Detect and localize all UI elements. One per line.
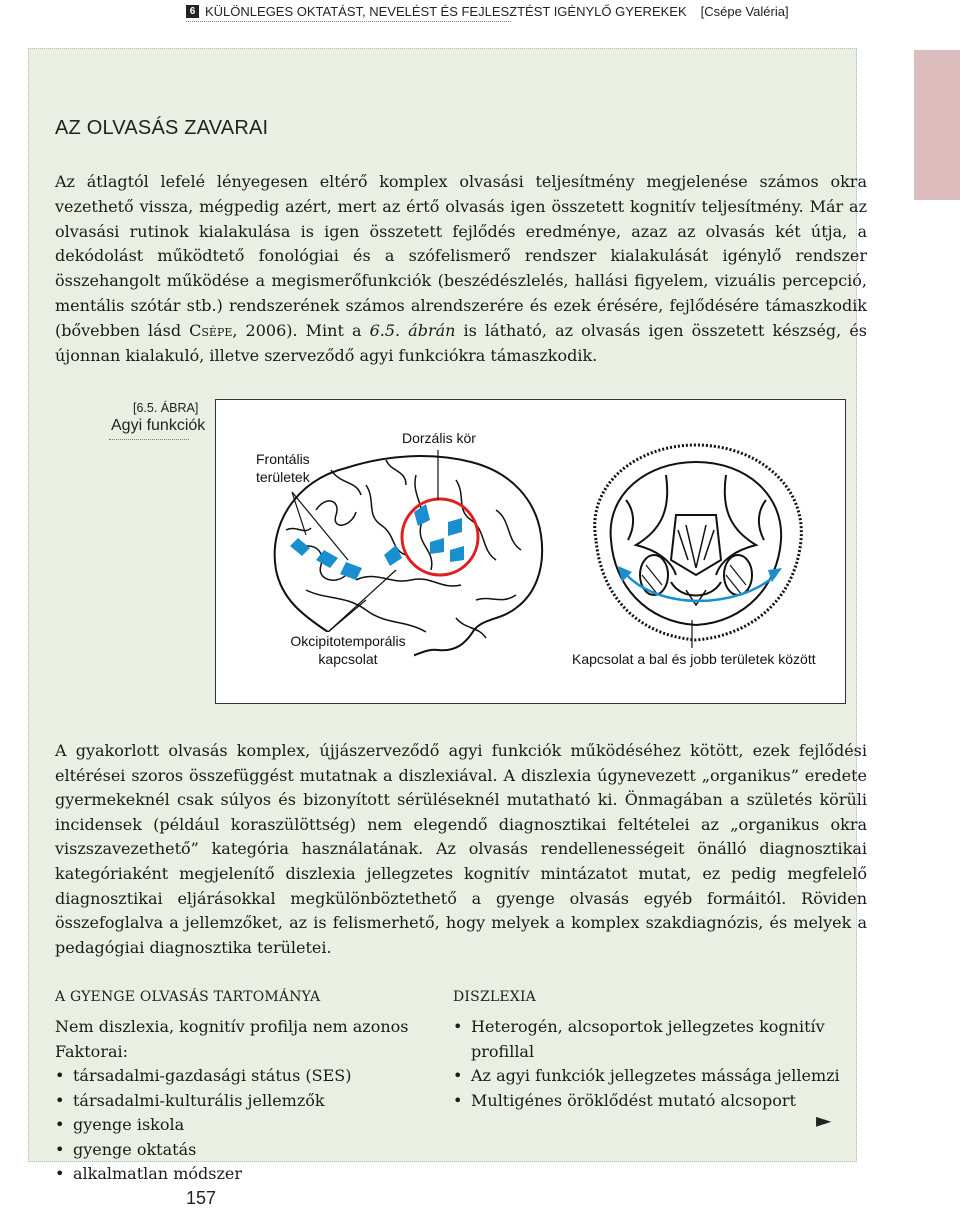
left-column-line: Nem diszlexia, kognitív profilja nem azonos xyxy=(55,1017,409,1036)
label-frontal: Frontális területek xyxy=(256,451,310,485)
citation: Csépe xyxy=(189,320,233,340)
figure-label: [6.5. ÁBRA] xyxy=(133,401,199,415)
dorsal-circle xyxy=(402,499,478,575)
list-item: • Az agyi funkciók jellegzetes mássága jellemzi xyxy=(453,1064,853,1089)
left-column-line: Faktorai: xyxy=(55,1041,129,1061)
label-dorsal: Dorzális kör xyxy=(402,430,476,446)
factor-list xyxy=(55,1064,435,1187)
list-item: • alkalmatlan módszer xyxy=(55,1162,435,1187)
list-item: • társadalmi-gazdasági státus (SES) xyxy=(55,1064,435,1089)
list-item: • gyenge oktatás xyxy=(55,1138,435,1163)
section-title: AZ OLVASÁS ZAVARAI xyxy=(55,117,269,139)
content-box xyxy=(28,48,868,1183)
chapter-title: KÜLÖNLEGES OKTATÁST, NEVELÉST ÉS FEJLESZTÉST IGÉNYLŐ GYEREKEK xyxy=(205,3,687,19)
paragraph-intro: Az átlagtól lefelé lényegesen eltérő komplex olvasási teljesítmény megjelenése számos okra vezethető vissza, mégpedig azért, mert az értő olvasás igen összetett kognitív teljesítmény. Már az olvasási rutinok kialakulása is igen összetett fejlődés eredménye, azaz az olvasás két útja, a dekódolást működtető fonológiai és a szófelismerő rendszer kialakulását igénylő rendszer összehangolt működése a megismerőfunkciók (beszédészlelés, hallási figyelem, vizuális percepció, mentális szótár stb.) rendszerének számos alrendszerére és ezek érésére, fejlődésére támaszkodik (bővebben lásd Csépe, 2006). Mint a 6.5. ábrán is látható, az olvasás igen összetett készség, és újonnan kialakuló, illetve szerveződő agyi funkciókra támaszkodik. xyxy=(55,172,868,365)
page-number: 157 xyxy=(186,1188,217,1208)
dyslexia-list xyxy=(453,1015,853,1113)
figure-title: Agyi funkciók xyxy=(111,417,206,434)
label-occipitotemporal: Okcipitotemporális kapcsolat xyxy=(282,632,414,668)
author: [Csépe Valéria] xyxy=(700,3,789,19)
figure-title-rule xyxy=(109,439,189,440)
list-item: • társadalmi-kulturális jellemzők xyxy=(55,1089,435,1114)
brain-coronal-section xyxy=(595,445,802,640)
list-item: • gyenge iskola xyxy=(55,1113,435,1138)
next-page-arrow[interactable]: ► xyxy=(816,1108,832,1132)
left-column-title: A GYENGE OLVASÁS TARTOMÁNYA xyxy=(55,989,321,1005)
running-header xyxy=(186,0,789,22)
label-connection: Kapcsolat a bal és jobb területek között xyxy=(572,651,816,667)
list-item: • Multigénes öröklődést mutató alcsoport xyxy=(453,1089,853,1114)
left-column xyxy=(55,1015,435,1187)
figure-reference: 6.5. ábrán xyxy=(369,320,456,340)
right-column xyxy=(453,1015,853,1113)
chapter-number: 6 xyxy=(186,5,199,18)
chapter-side-tab xyxy=(914,50,960,200)
right-column-title: DISZLEXIA xyxy=(453,989,536,1005)
brain-figure xyxy=(215,399,846,704)
list-item: • Heterogén, alcsoportok jellegzetes kognitív profillal xyxy=(453,1015,853,1064)
header-rule xyxy=(186,21,511,22)
pathway-arrows xyxy=(290,504,464,580)
paragraph-dyslexia: A gyakorlott olvasás komplex, újjászerveződő agyi funkciók működéséhez kötött, ezek fejlődési eltérései szoros összefüggést mutatnak a diszlexiával. A diszlexia úgynevezett „organikus” eredete gyermekeknél csak súlyos és bizonyított sérüléseknél mutatható ki. Önmagában a születés körüli incidensek (például koraszülöttség) nem elegendő diagnosztikai feltételei az „organikus okra viszszavezethető” kategória használatának. Az olvasás rendellenességeit önálló diagnosztikai kategóriaként megjelenítő diszlexia jellegzetes kognitív mintázatot mutat, ez pedig megfelelő diagnosztikai eljárásokkal megkülönböztethető a gyenge olvasás egyéb formáitól. Röviden összefoglalva a jellemzőket, az is felismerhető, hogy melyek a komplex szakdiagnózis, és melyek a pedagógiai diagnosztika területei. xyxy=(55,741,867,957)
connection-arc xyxy=(624,572,776,601)
